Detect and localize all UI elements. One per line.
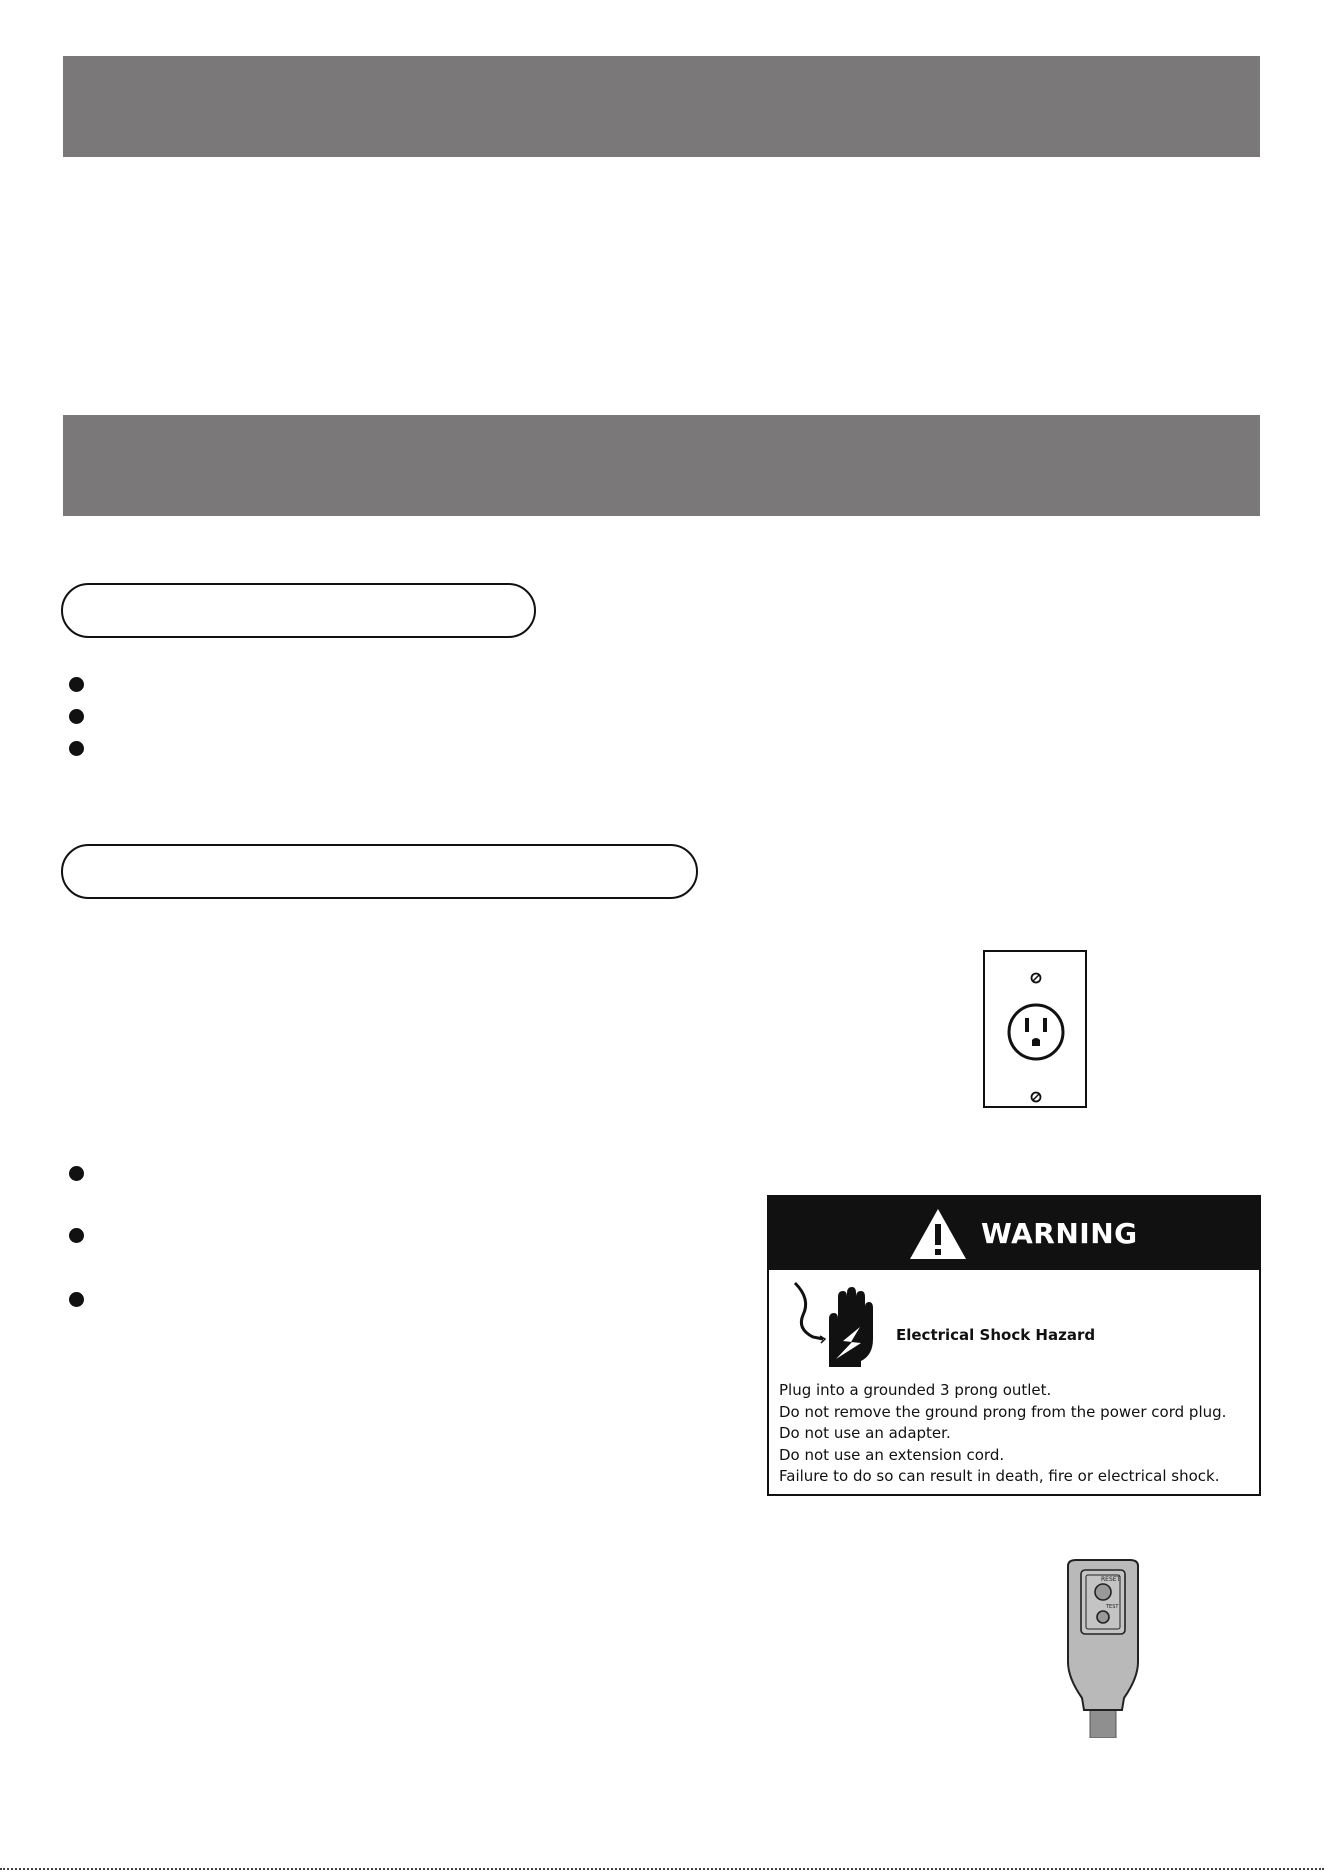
warning-instruction-line: Do not use an extension cord. bbox=[779, 1445, 1005, 1464]
warning-instruction-line: Plug into a grounded 3 prong outlet. bbox=[779, 1381, 1052, 1399]
bullet-point bbox=[69, 677, 84, 692]
warning-triangle-icon bbox=[908, 1207, 968, 1261]
gfci-plug-icon bbox=[1062, 1558, 1144, 1738]
bullet-point bbox=[69, 1228, 84, 1243]
subsection-pill-2 bbox=[61, 844, 698, 899]
test-label: TEST bbox=[1106, 1604, 1119, 1610]
hazard-title: Electrical Shock Hazard bbox=[896, 1326, 1096, 1344]
bullet-point bbox=[69, 1292, 84, 1307]
section-header-band-2 bbox=[63, 415, 1260, 516]
warning-instructions bbox=[779, 1380, 1259, 1488]
section-header-band-1 bbox=[63, 56, 1260, 157]
bullet-point bbox=[69, 741, 84, 756]
reset-label: RESET bbox=[1101, 1576, 1121, 1583]
warning-instruction-line: Failure to do so can result in death, fire or electrical shock. bbox=[779, 1467, 1220, 1485]
warning-instruction-line: Do not use an adapter. bbox=[779, 1424, 951, 1442]
electrical-shock-hand-icon bbox=[789, 1279, 879, 1371]
page-bottom-rule bbox=[0, 1868, 1324, 1870]
bullet-point bbox=[69, 709, 84, 724]
warning-panel bbox=[767, 1195, 1261, 1496]
bullet-point bbox=[69, 1166, 84, 1181]
grounded-outlet-icon bbox=[983, 950, 1087, 1108]
warning-header bbox=[769, 1197, 1259, 1270]
subsection-pill-1 bbox=[61, 583, 536, 638]
warning-instruction-line: Do not remove the ground prong from the power cord plug. bbox=[779, 1402, 1227, 1421]
warning-heading: WARNING bbox=[981, 1217, 1138, 1250]
